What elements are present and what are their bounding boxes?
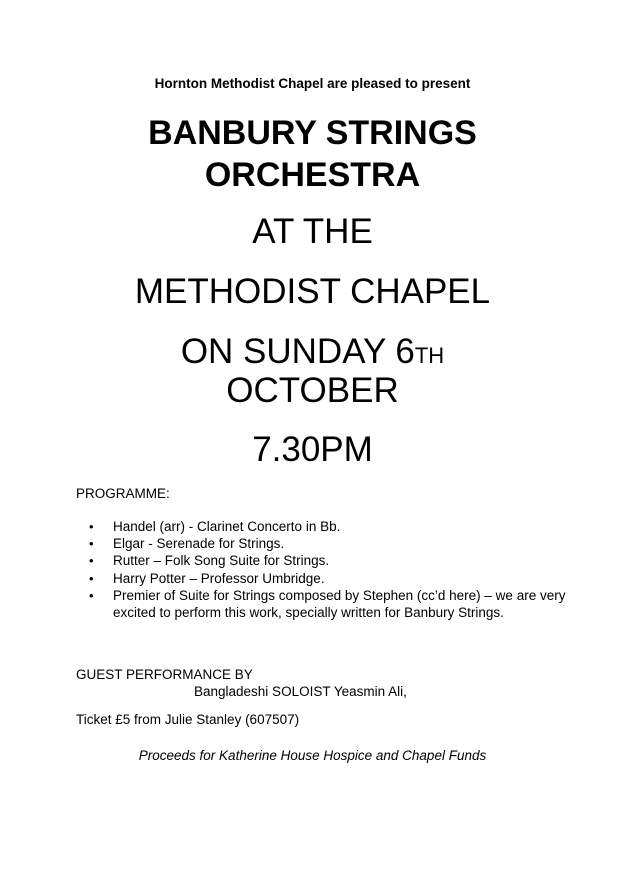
programme-item-text: Elgar - Serenade for Strings. — [113, 536, 285, 552]
event-time: 7.30PM — [252, 430, 373, 469]
programme-heading: PROGRAMME: — [76, 486, 170, 501]
bullet-icon: • — [89, 553, 94, 569]
programme-item-text: Rutter – Folk Song Suite for Strings. — [113, 553, 330, 569]
programme-item — [76, 570, 566, 587]
bullet-icon: • — [89, 570, 94, 586]
programme-item — [76, 552, 566, 569]
date-prefix: ON SUNDAY 6 — [180, 332, 415, 371]
event-title-line-2: ORCHESTRA — [204, 156, 421, 194]
programme-item-text: Harry Potter – Professor Umbridge. — [113, 570, 325, 586]
programme-item-text: Premier of Suite for Strings composed by Stephen (cc’d here) – we are very excited to perform this work, specially written for Banbury Strings. — [113, 587, 566, 621]
bullet-icon: • — [89, 536, 94, 552]
bullet-icon: • — [89, 519, 94, 534]
programme-list — [76, 518, 566, 621]
event-title — [0, 112, 625, 196]
guest-heading: GUEST PERFORMANCE BY — [76, 667, 253, 682]
venue-line-1: AT THE — [252, 212, 373, 251]
programme-item-text: Handel (arr) - Clarinet Concerto in Bb. — [113, 519, 341, 534]
proceeds-note: Proceeds for Katherine House Hospice and Chapel Funds — [138, 748, 487, 763]
event-month: OCTOBER — [226, 371, 399, 410]
programme-item — [76, 518, 566, 535]
venue-line-2: METHODIST CHAPEL — [134, 272, 491, 311]
guest-name: Bangladeshi SOLOIST Yeasmin Ali, — [194, 684, 407, 699]
programme-item — [76, 535, 566, 552]
presenter-line: Hornton Methodist Chapel are pleased to present — [154, 76, 471, 91]
ticket-info: Ticket £5 from Julie Stanley (607507) — [76, 712, 300, 727]
programme-item — [76, 587, 566, 621]
date-suffix: TH — [414, 343, 445, 368]
event-title-line-1: BANBURY STRINGS — [148, 114, 477, 152]
event-date — [0, 332, 625, 376]
bullet-icon: • — [89, 587, 94, 603]
